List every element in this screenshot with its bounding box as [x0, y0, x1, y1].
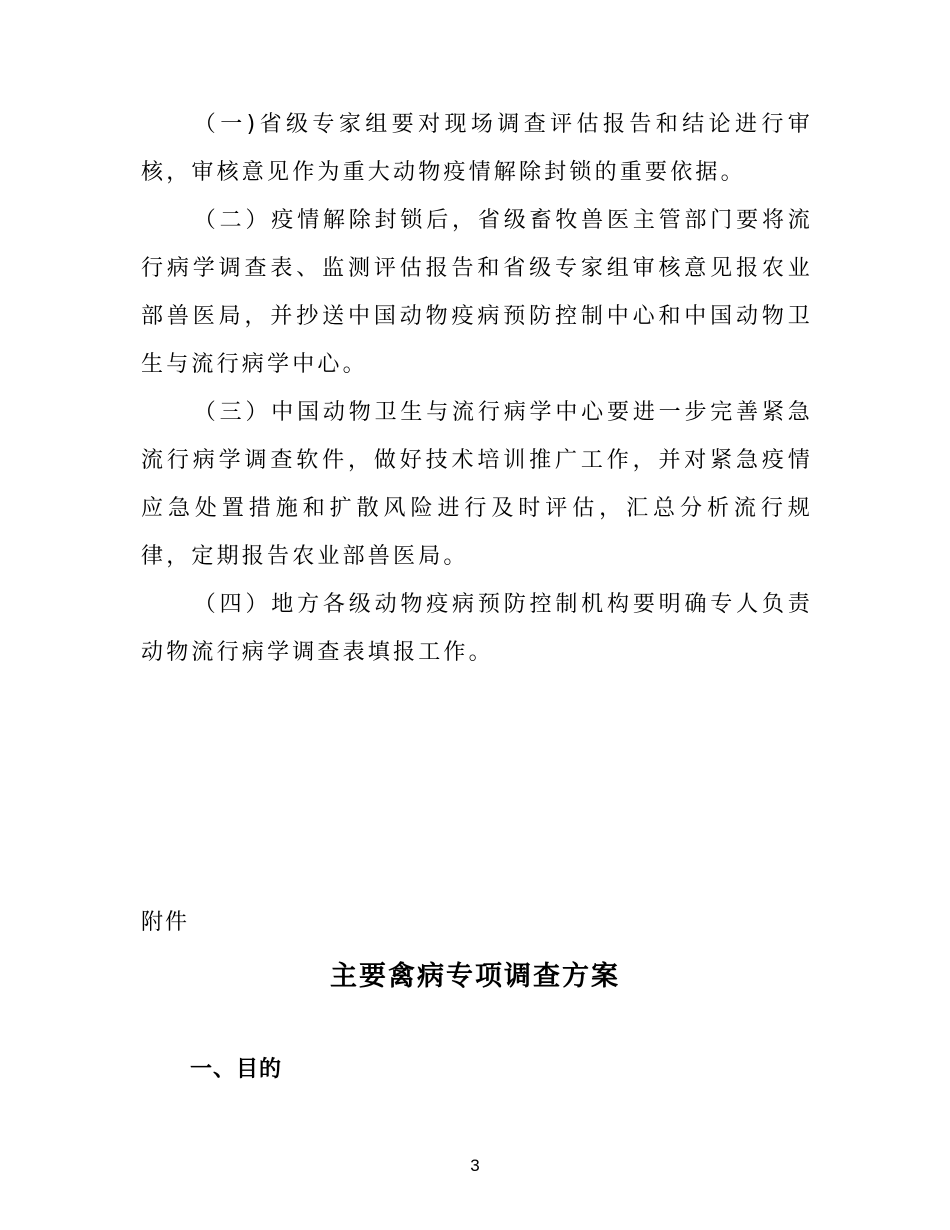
- paragraph-3: （三）中国动物卫生与流行病学中心要进一步完善紧急流行病学调查软件，做好技术培训推广工作，并对紧急疫情应急处置措施和扩散风险进行及时评估，汇总分析流行规律，定期报告农业部兽医局。: [141, 400, 813, 569]
- paragraph-4: （四）地方各级动物疫病预防控制机构要明确专人负责动物流行病学调查表填报工作。: [141, 592, 813, 665]
- page-number: 3: [470, 1156, 480, 1175]
- body-text: [141, 101, 813, 677]
- section-heading: 一、目的: [190, 1057, 283, 1082]
- attachment-label: 附件: [141, 910, 190, 935]
- paragraph-2: （二）疫情解除封锁后，省级畜牧兽医主管部门要将流行病学调查表、监测评估报告和省级专家组审核意见报农业部兽医局，并抄送中国动物疫病预防控制中心和中国动物卫生与流行病学中心。: [141, 208, 813, 377]
- document-title: 主要禽病专项调查方案: [330, 961, 620, 992]
- paragraph-1: （一)省级专家组要对现场调查评估报告和结论进行审核，审核意见作为重大动物疫情解除封锁的重要依据。: [141, 112, 813, 185]
